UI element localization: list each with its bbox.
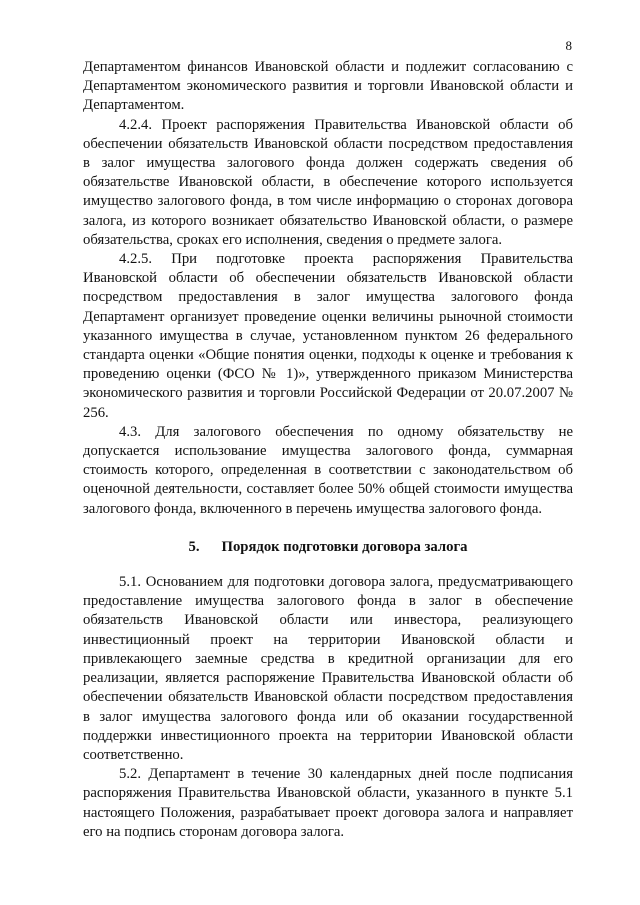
document-body bbox=[83, 58, 573, 842]
section-heading bbox=[83, 538, 573, 557]
paragraph-4-3: 4.3. Для залогового обеспечения по одному обязательству не допускается использование имущества залогового фонда, суммарная стоимость которого, определенная в соответствии с законодательством об оценочной деятельности, составляет более 50% общей стоимости имущества залогового фонда, включенного в перечень имущества залогового фонда. bbox=[83, 423, 573, 517]
paragraph-5-1: 5.1. Основанием для подготовки договора залога, предусматривающего предоставление имущества залогового фонда в залог в обеспечение обязательств Ивановской области или инвестора, реализующего инвестиционный проект на территории Ивановской области и привлекающего заемные средства в кредитной организации для его реализации, является распоряжение Правительства Ивановской области об обеспечении обязательств Ивановской области посредством предоставления в залог имущества залогового фонда или об оказании государственной поддержки инвестиционного проекта на территории Ивановской области соответственно. bbox=[83, 574, 573, 763]
paragraph-4-2-4: 4.2.4. Проект распоряжения Правительства Ивановской области об обеспечении обязательств Ивановской области посредством предоставления в залог имущества залогового фонда должен содержать сведения об обязательстве Ивановской области, в обеспечение которого используется имущество залогового фонда, в том числе информацию о сторонах договора залога, из которого возникает обязательство Ивановской области, о размере обязательства, сроках его исполнения, сведения о предмете залога. bbox=[83, 116, 573, 248]
paragraph-5-2: 5.2. Департамент в течение 30 календарных дней после подписания распоряжения Правительства Ивановской области, указанного в пункте 5.1 настоящего Положения, разрабатывает проект договора залога и направляет его на подпись сторонам договора залога. bbox=[83, 766, 573, 840]
paragraph-continuation: Департаментом финансов Ивановской области и подлежит согласованию с Департаментом экономического развития и торговли Ивановской области и Департаментом. bbox=[83, 59, 573, 114]
paragraph-4-2-5: 4.2.5. При подготовке проекта распоряжения Правительства Ивановской области об обеспечении обязательств Ивановской области посредством предоставления в залог имущества залогового фонда Департамент организует проведение оценки величины рыночной стоимости указанного имущества в случае, установленном пунктом 26 федерального стандарта оценки «Общие понятия оценки, подходы к оценке и требования к проведению оценки (ФСО № 1)», утвержденного приказом Министерства экономического развития и торговли Российской Федерации от 20.07.2007 № 256. bbox=[83, 251, 573, 421]
section-number: 5. bbox=[188, 538, 200, 555]
page-number: 8 bbox=[565, 38, 572, 53]
section-title: Порядок подготовки договора залога bbox=[221, 538, 468, 555]
